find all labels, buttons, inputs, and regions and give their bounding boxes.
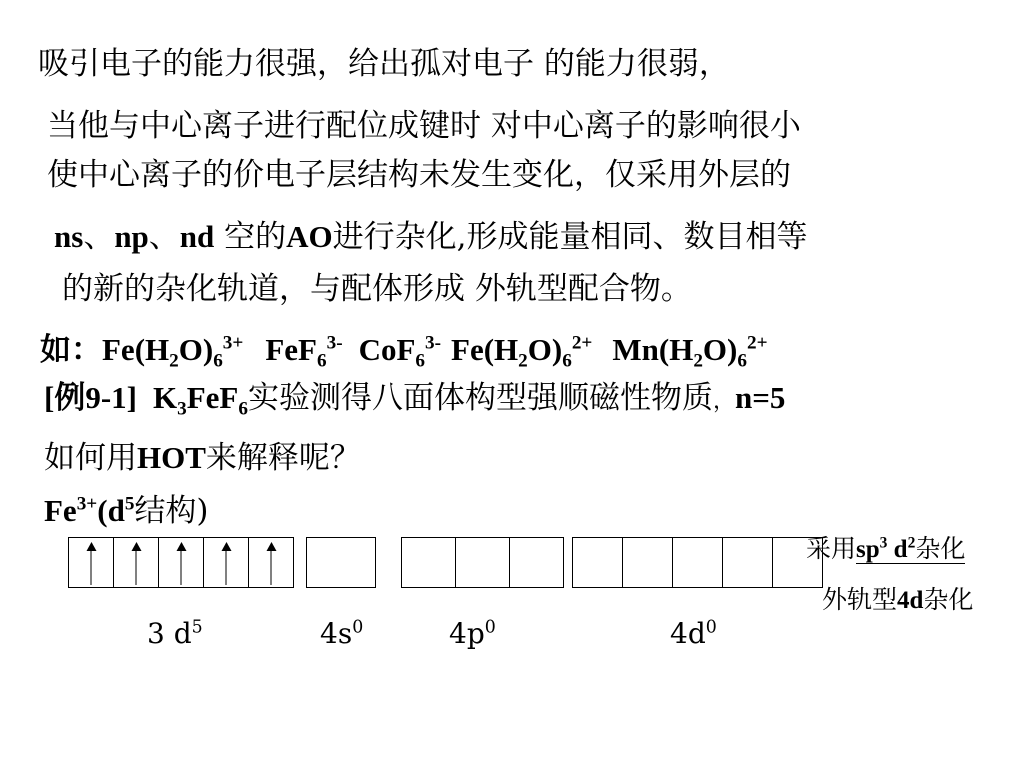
orbital-4p-boxes <box>401 537 564 588</box>
example-formulas <box>40 332 768 372</box>
outer-orbital-note: 外轨型4d杂化 <box>822 585 974 614</box>
orbital-box <box>622 537 673 588</box>
orbital-box <box>306 537 376 588</box>
hot-term: HOT <box>137 440 206 475</box>
formula-k3fef6: $K_3FeF_6$ <box>152 380 248 420</box>
label-3d5: 3 $d^5$ <box>147 617 203 650</box>
orbital-box <box>672 537 723 588</box>
separator: 、 <box>148 219 180 255</box>
example-text: 实验测得八面体构型强顺磁性物质 <box>247 380 713 416</box>
orbital-box <box>401 537 456 588</box>
ao-term: AO <box>286 219 333 254</box>
orbital-box <box>113 537 159 588</box>
unpaired-count: n=5 <box>734 380 786 415</box>
label-4d0: $4d^0$ <box>670 617 717 650</box>
orbital-4s-box <box>306 537 376 588</box>
orbital-3d-boxes <box>68 537 294 588</box>
hybridization-type: $sp^3$ $d^2$杂化 <box>856 534 966 563</box>
text-line-5: 的新的杂化轨道，与配体形成 外轨型配合物。 <box>62 271 692 307</box>
electron-up-arrow-icon <box>181 546 182 585</box>
orbital-box <box>203 537 249 588</box>
electron-up-arrow-icon <box>91 546 92 585</box>
separator: 、 <box>83 219 115 255</box>
text-line-1: 吸引电子的能力很强，给出孤对电子 的能力很弱， <box>38 46 730 82</box>
nd-term: nd <box>179 219 215 254</box>
orbital-box <box>248 537 294 588</box>
example-9-1-line <box>44 380 785 420</box>
np-term: np <box>114 219 149 254</box>
formula-cof6: CoF$_6^{3-}$ <box>358 332 442 372</box>
text-segment: 空的 <box>214 219 287 255</box>
orbital-box <box>572 537 623 588</box>
formula-fef6: FeF$_6^{3-}$ <box>265 332 343 372</box>
formula-fe-h2o6-2plus: $Fe(H_2O)_6^{2+}$ <box>451 332 593 372</box>
example-label: [例9-1] <box>44 380 137 415</box>
label-4s0: $4s^0$ <box>320 617 364 650</box>
orbital-4d-boxes <box>572 537 823 588</box>
formula-fe-h2o6-3plus: $Fe(H_2O)_6^{3+}$ <box>102 332 244 372</box>
ns-term: ns <box>54 219 84 254</box>
question-line: 如何用HOT来解释呢？ <box>44 440 361 476</box>
examples-prefix: 如： <box>40 332 102 367</box>
comma: ， <box>712 389 735 414</box>
electron-up-arrow-icon <box>271 546 272 585</box>
label-4p0: $4p^0$ <box>449 617 496 650</box>
orbital-box <box>158 537 204 588</box>
formula-mn-h2o6-2plus: $Mn(H_2O)_6^{2+}$ <box>612 332 768 372</box>
hybridization-note: 采用$sp^3$ $d^2$杂化 <box>806 534 966 563</box>
electron-up-arrow-icon <box>226 546 227 585</box>
orbital-box <box>68 537 114 588</box>
electron-up-arrow-icon <box>136 546 137 585</box>
orbital-box <box>722 537 773 588</box>
text-segment: 进行杂化,形成能量相同、数目相等 <box>332 219 808 255</box>
fe-configuration: $Fe^{3+}(d^5$结构) <box>44 493 209 529</box>
text-line-3: 使中心离子的价电子层结构未发生变化，仅采用外层的 <box>47 157 791 193</box>
orbital-box <box>455 537 510 588</box>
orbital-box <box>509 537 564 588</box>
text-line-2: 当他与中心离子进行配位成键时 对中心离子的影响很小 <box>47 108 801 144</box>
text-line-4 <box>54 219 808 255</box>
